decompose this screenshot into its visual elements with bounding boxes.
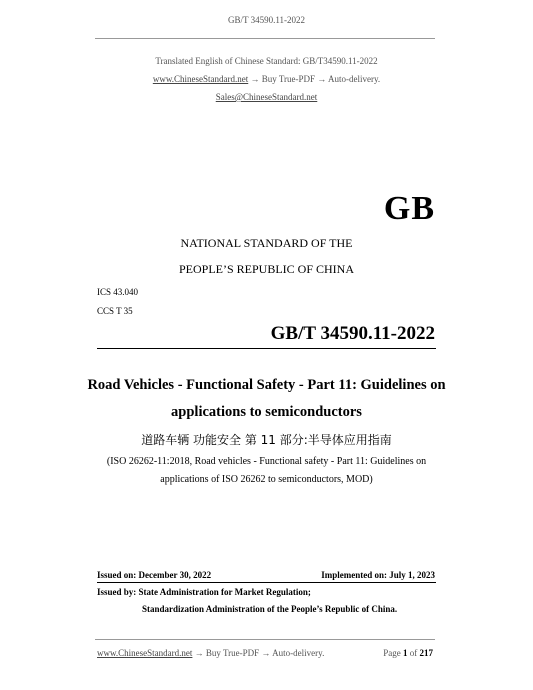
header-email-link[interactable]: Sales@ChineseStandard.net	[215, 92, 318, 102]
header-buy-line	[0, 74, 533, 84]
footer-site-link[interactable]: www.ChineseStandard.net	[97, 648, 193, 658]
ics-code: ICS 43.040	[97, 287, 139, 297]
issued-on: Issued on: December 30, 2022	[97, 570, 212, 580]
national-line-1: NATIONAL STANDARD OF THE	[180, 236, 353, 250]
page-of: of	[409, 648, 418, 658]
ccs-code: CCS T 35	[97, 306, 133, 316]
standard-number: GB/T 34590.11-2022	[270, 323, 435, 344]
chinese-title: 道路车辆 功能安全 第 11 部分:半导体应用指南	[141, 433, 392, 447]
header-buy-text: → Buy True-PDF → Auto-delivery.	[250, 74, 381, 84]
footer-rule	[95, 639, 435, 640]
title-line-2: applications to semiconductors	[171, 404, 362, 420]
header-site-link[interactable]: www.ChineseStandard.net	[152, 74, 249, 84]
page-label: Page	[383, 648, 401, 658]
iso-line-2: applications of ISO 26262 to semiconductors, MOD)	[160, 474, 373, 485]
header-email-line	[0, 92, 533, 102]
footer-buy-text: → Buy True-PDF → Auto-delivery.	[194, 648, 325, 658]
title-line-1: Road Vehicles - Functional Safety - Part 11: Guidelines on	[87, 377, 446, 393]
implemented-on: Implemented on: July 1, 2023	[321, 570, 435, 580]
national-line-2: PEOPLE’S REPUBLIC OF CHINA	[178, 262, 355, 276]
standard-number-rule	[97, 348, 436, 349]
header-rule	[95, 38, 435, 39]
page-indicator	[383, 648, 433, 658]
running-header: GB/T 34590.11-2022	[227, 15, 305, 25]
page-number: 1	[403, 648, 408, 658]
gb-mark: GB	[383, 190, 435, 227]
issued-by-line-1: Issued by: State Administration for Market Regulation;	[97, 587, 311, 597]
iso-line-1: (ISO 26262-11:2018, Road vehicles - Functional safety - Part 11: Guidelines on	[106, 456, 427, 467]
issue-rule	[97, 582, 436, 583]
translated-line: Translated English of Chinese Standard: GB/T34590.11-2022	[155, 56, 378, 66]
footer-buy-line	[97, 648, 324, 658]
page-total: 217	[419, 648, 433, 658]
issued-by-line-2: Standardization Administration of the People’s Republic of China.	[142, 604, 398, 614]
